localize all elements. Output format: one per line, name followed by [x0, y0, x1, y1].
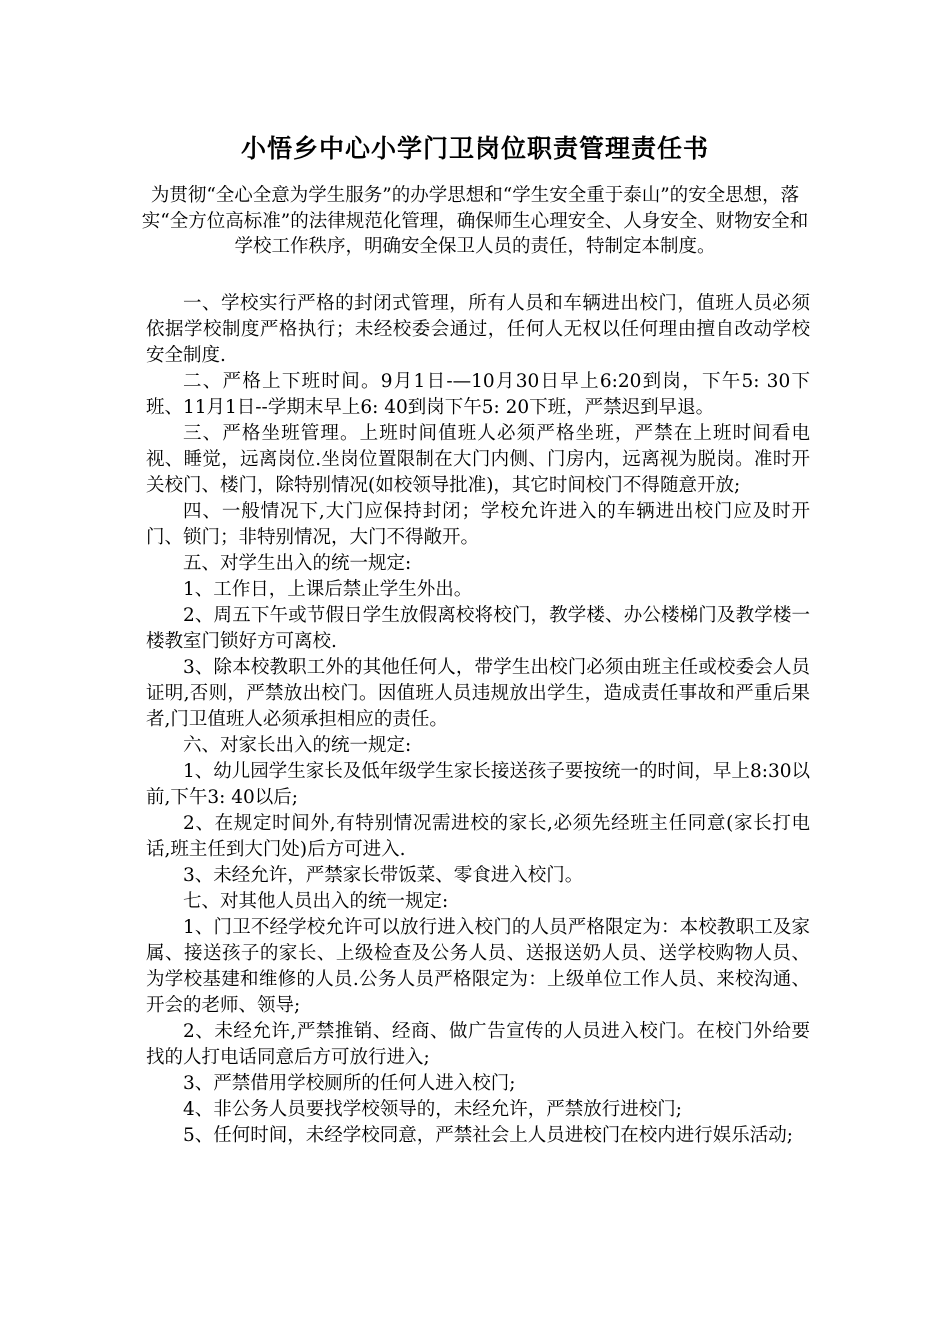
clause-4: 四、一般情况下,大门应保持封闭；学校允许进入的车辆进出校门应及时开门、锁门；非特别情况，大门不得敞开。	[146, 501, 810, 548]
clause-7-item-4: 4、非公务人员要找学校领导的，未经允许，严禁放行进校门;	[183, 1099, 683, 1120]
clause-7-item-3: 3、严禁借用学校厕所的任何人进入校门;	[183, 1073, 516, 1094]
clause-6-item-2: 2、在规定时间外,有特别情况需进校的家长,必须先经班主任同意(家长打电话,班主任到大门处)后方可进入.	[146, 813, 810, 860]
clause-7-item-2: 2、未经允许,严禁推销、经商、做广告宣传的人员进入校门。在校门外给要找的人打电话同意后方可放行进入;	[146, 1021, 810, 1068]
clause-2: 二、严格上下班时间。9月1日-—10月30日早上6:20到岗，下午5: 30下班、11月1日--学期末早上6: 40到岗下午5: 20下班，严禁迟到早退。	[146, 371, 810, 418]
clause-1: 一、学校实行严格的封闭式管理，所有人员和车辆进出校门，值班人员必须依据学校制度严格执行；未经校委会通过，任何人无权以任何理由擅自改动学校安全制度.	[146, 293, 810, 366]
clause-6-heading: 六、对家长出入的统一规定:	[183, 735, 412, 756]
document-title: 小悟乡中心小学门卫岗位职责管理责任书	[240, 134, 709, 163]
clause-3: 三、严格坐班管理。上班时间值班人必须严格坐班，严禁在上班时间看电视、睡觉，远离岗位.坐岗位置限制在大门内侧、门房内，远离视为脱岗。准时开关校门、楼门，除特别情况(如校领导批准)，其它时间校门不得随意开放;	[146, 423, 810, 496]
clause-7-item-5: 5、任何时间，未经学校同意，严禁社会上人员进校门在校内进行娱乐活动;	[183, 1125, 794, 1146]
document-body	[146, 291, 810, 1149]
clause-6-item-3: 3、未经允许，严禁家长带饭菜、零食进入校门。	[183, 865, 584, 886]
clause-5-item-2: 2、周五下午或节假日学生放假离校将校门，教学楼、办公楼梯门及教学楼一楼教室门锁好方可离校.	[146, 605, 810, 652]
clause-6-item-1: 1、幼儿园学生家长及低年级学生家长接送孩子要按统一的时间，早上8:30以前,下午3: 40以后;	[146, 761, 810, 808]
intro-paragraph: 为贯彻“全心全意为学生服务”的办学思想和“学生安全重于泰山”的安全思想，落实“全方位高标准”的法律规范化管理，确保师生心理安全、人身安全、财物安全和学校工作秩序，明确安全保卫人员的责任，特制定本制度。	[141, 185, 809, 257]
clause-5-item-1: 1、工作日，上课后禁止学生外出。	[183, 579, 473, 600]
clause-5-item-3: 3、除本校教职工外的其他任何人，带学生出校门必须由班主任或校委会人员证明,否则，严禁放出校门。因值班人员违规放出学生，造成责任事故和严重后果者,门卫值班人必须承担相应的责任。	[146, 657, 810, 730]
clause-5-heading: 五、对学生出入的统一规定:	[183, 553, 412, 574]
clause-7-item-1: 1、门卫不经学校允许可以放行进入校门的人员严格限定为：本校教职工及家属、接送孩子的家长、上级检查及公务人员、送报送奶人员、送学校购物人员、为学校基建和维修的人员.公务人员严格限定为：上级单位工作人员、来校沟通、开会的老师、领导;	[146, 917, 810, 1016]
clause-7-heading: 七、对其他人员出入的统一规定:	[183, 891, 449, 912]
